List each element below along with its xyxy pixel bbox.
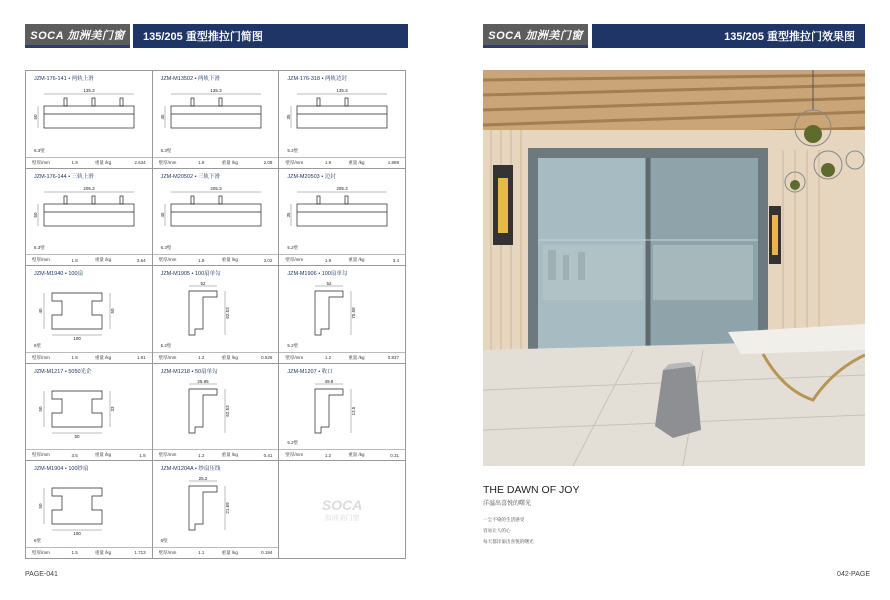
brand-logo-text: SOCA 加洲美门窗 xyxy=(30,29,125,42)
profile-cell xyxy=(153,169,280,267)
dimension-label: 135.3 xyxy=(210,88,222,93)
thickness-label: 壁厚/mm xyxy=(285,159,304,165)
profile-code: JZM-M13502 • 两轨下滑 xyxy=(160,76,221,82)
dimension-label: 62.53 xyxy=(224,405,230,417)
profile-cell xyxy=(153,71,280,169)
profile-wall-note: 6.3壁 xyxy=(34,147,45,153)
profile-section-drawing xyxy=(32,279,142,341)
profile-section-drawing xyxy=(32,84,142,146)
thickness-label: 壁厚/mm xyxy=(32,549,50,555)
dimension-label: 13.5 xyxy=(351,406,357,416)
tagline-list xyxy=(483,514,534,547)
thickness-label: 壁厚/mm xyxy=(285,257,304,263)
weight-value: 3.4 xyxy=(392,257,400,263)
sliding-door-render xyxy=(483,70,865,466)
thickness-label: 壁厚/mm xyxy=(32,159,50,165)
dimension-label: 50 xyxy=(110,308,115,314)
profile-wall-note: 6.3壁 xyxy=(160,147,172,153)
dimension-label: 50 xyxy=(33,114,38,120)
thickness-label: 壁厚/mm xyxy=(158,257,177,263)
weight-label: 重量 /kg xyxy=(94,452,112,458)
thickness-label: 壁厚/mm xyxy=(32,452,50,458)
profile-wall-note: 5.2壁 xyxy=(287,147,299,153)
profile-specs-row xyxy=(279,157,405,168)
profile-section-drawing xyxy=(32,182,142,244)
thickness-value: 1.9 xyxy=(198,160,205,166)
weight-value: 1.8 xyxy=(139,452,146,458)
profile-cell xyxy=(26,169,153,267)
weight-value: 0.41 xyxy=(263,452,273,458)
profile-section-drawing xyxy=(32,377,142,439)
weight-label: 重量 /kg xyxy=(94,354,112,360)
dimension-label: 50 xyxy=(38,406,43,412)
profile-specs-row xyxy=(26,547,152,558)
thickness-value: 1.1 xyxy=(198,550,205,556)
profile-cell xyxy=(153,461,280,559)
profile-code: JZM-M20502 • 三轨下滑 xyxy=(160,173,221,180)
profile-cell xyxy=(26,71,153,169)
profile-section-drawing xyxy=(159,474,269,536)
thickness-value: 1.2 xyxy=(324,452,332,458)
watermark-logo xyxy=(322,497,362,523)
thickness-label: 壁厚/mm xyxy=(158,452,177,458)
weight-value: 0.31 xyxy=(390,452,400,458)
profile-code: JZM-176-318 • 两轨边封 xyxy=(287,76,348,82)
dimension-label: 25.2 xyxy=(198,476,208,482)
profile-code: JZM-M1207 • 收口 xyxy=(287,368,333,375)
profile-specs-row xyxy=(26,157,152,168)
weight-value: 0.194 xyxy=(261,550,273,556)
profile-wall-note: 6壁 xyxy=(160,537,168,543)
thickness-label: 壁厚/mm xyxy=(32,354,50,360)
weight-value: 1.91 xyxy=(136,355,146,361)
weight-label: 重量 /kg xyxy=(94,549,112,555)
dimension-label: 205.3 xyxy=(83,185,95,191)
brand-logo-text: SOCA 加洲美门窗 xyxy=(488,29,583,42)
profile-wall-note: 6壁 xyxy=(34,342,42,348)
profile-section-drawing xyxy=(285,279,395,341)
thickness-value: 1.9 xyxy=(324,160,332,166)
profile-specs-row xyxy=(153,352,279,363)
profile-wall-note: 5.2壁 xyxy=(160,342,172,348)
dimension-label: 100 xyxy=(73,531,81,537)
profile-specs-row xyxy=(153,449,279,460)
thickness-value: 1.2 xyxy=(324,355,332,361)
watermark-cell xyxy=(279,461,406,559)
thickness-label: 壁厚/mm xyxy=(158,354,177,360)
dimension-label: 52 xyxy=(200,281,206,287)
weight-value: 3.64 xyxy=(136,257,146,263)
weight-value: 1.713 xyxy=(134,550,146,556)
tagline: 一尘不染的生活感受 xyxy=(483,517,525,522)
watermark-sub: 加洲美门窗 xyxy=(324,514,360,522)
thickness-label: 壁厚/mm xyxy=(158,549,177,555)
dimension-label: 50 xyxy=(33,212,38,218)
weight-label: 重量 /kg xyxy=(348,452,365,458)
profile-wall-note: 6.3壁 xyxy=(160,245,172,251)
thickness-value: 1.8 xyxy=(71,355,78,361)
dimension-label: 52 xyxy=(326,281,332,287)
profile-specs-row xyxy=(26,352,152,363)
profile-section-drawing xyxy=(32,474,142,536)
profile-specs-row xyxy=(279,254,405,265)
thickness-value: 1.9 xyxy=(71,160,78,166)
dimension-label: 35 xyxy=(286,114,292,120)
weight-label: 重量 /kg xyxy=(221,549,238,555)
dimension-label: 33 xyxy=(110,406,115,412)
profile-code: JZM-M1906 • 100扇单勾 xyxy=(287,271,348,278)
profile-specs-row xyxy=(279,352,405,363)
dimension-label: 25.95 xyxy=(197,378,209,384)
profile-wall-note: 5.2壁 xyxy=(287,440,299,446)
weight-label: 重量 /kg xyxy=(94,159,112,165)
profile-code: JZM-M1905 • 100扇单勾 xyxy=(160,271,221,278)
profile-code: JZM-176-144 • 三轨上滑 xyxy=(34,173,94,180)
profile-code: JZM-M1904 • 100纱扇 xyxy=(34,466,89,473)
profile-code: JZM-176-141 • 两轨上滑 xyxy=(34,76,94,82)
weight-label: 重量 /kg xyxy=(221,354,238,360)
profile-code: JZM-M1217 • 5050光企 xyxy=(34,368,92,375)
profile-cell xyxy=(153,266,280,364)
dimension-label: 49.8 xyxy=(324,378,334,384)
thickness-label: 壁厚/mm xyxy=(285,452,304,458)
page-title: 135/205 重型推拉门简图 xyxy=(133,24,408,48)
profile-section-drawing xyxy=(285,377,395,439)
profile-section-drawing xyxy=(159,182,269,244)
profile-code: JZM-M1940 • 100扇 xyxy=(34,271,83,278)
weight-value: 0.837 xyxy=(387,355,400,361)
dimension-label: 50 xyxy=(38,503,43,509)
profile-wall-note: 6.3壁 xyxy=(34,245,45,251)
dimension-label: 45 xyxy=(159,114,165,120)
profile-cell xyxy=(279,266,406,364)
thickness-label: 壁厚/mm xyxy=(158,159,177,165)
profile-specs-row xyxy=(26,254,152,265)
thickness-label: 壁厚/mm xyxy=(285,354,304,360)
weight-label: 重量 /kg xyxy=(221,257,238,263)
profile-code: JZM-M1204A • 纱扇压线 xyxy=(160,466,221,473)
profile-specs-row xyxy=(279,449,405,460)
weight-label: 重量 /kg xyxy=(348,354,365,360)
dimension-label: 135.3 xyxy=(336,88,348,93)
dimension-label: 205.3 xyxy=(336,185,348,191)
thickness-value: 3.5 xyxy=(71,452,78,458)
weight-label: 重量 /kg xyxy=(94,257,112,263)
profile-cell xyxy=(279,364,406,462)
weight-value: 2.634 xyxy=(134,160,146,166)
tagline: 每天都洋溢出喜悦的曙光 xyxy=(483,539,534,544)
weight-value: 2.08 xyxy=(263,160,273,166)
dimension-label: 205.3 xyxy=(210,185,222,191)
dimension-label: 135.3 xyxy=(83,88,95,93)
thickness-value: 1.8 xyxy=(71,257,78,263)
watermark-brand: SOCA xyxy=(321,496,363,513)
profile-specs-row xyxy=(153,254,279,265)
page-number: PAGE-041 xyxy=(25,571,58,578)
profile-code: JZM-M1218 • 50扇单勾 xyxy=(160,368,218,375)
profile-section-drawing xyxy=(285,84,395,146)
profile-cell xyxy=(279,71,406,169)
weight-label: 重量 /kg xyxy=(348,257,365,263)
page-title: 135/205 重型推拉门效果图 xyxy=(592,24,865,48)
weight-value: 1.889 xyxy=(387,160,400,166)
page-number: 042-PAGE xyxy=(837,571,870,578)
tagline: 容易让人的心 xyxy=(483,528,511,533)
weight-label: 重量 /kg xyxy=(221,159,238,165)
dimension-label: 75.58 xyxy=(351,307,357,319)
thickness-value: 1.9 xyxy=(324,257,332,263)
thickness-value: 1.5 xyxy=(71,550,78,556)
brand-logo xyxy=(483,24,588,48)
profile-grid xyxy=(25,70,406,559)
weight-label: 重量 /kg xyxy=(348,159,365,165)
subheadline: 洋溢出喜悦的曙光 xyxy=(483,501,532,507)
dimension-label: 62.53 xyxy=(224,307,230,319)
profile-section-drawing xyxy=(159,279,269,341)
profile-specs-row xyxy=(26,449,152,460)
brand-logo xyxy=(25,24,130,48)
profile-cell xyxy=(26,364,153,462)
dimension-label: 21.69 xyxy=(224,502,230,515)
profile-code: JZM-M20503 • 边封 xyxy=(287,173,336,180)
dimension-label: 40 xyxy=(38,308,43,314)
thickness-value: 1.2 xyxy=(198,355,205,361)
dimension-label: 35 xyxy=(286,212,292,218)
profile-section-drawing xyxy=(159,377,269,439)
thickness-value: 1.8 xyxy=(198,257,205,263)
profile-cell xyxy=(26,266,153,364)
weight-value: 3.02 xyxy=(263,257,273,263)
weight-value: 0.526 xyxy=(261,355,273,361)
dimension-label: 100 xyxy=(73,336,81,342)
profile-section-drawing xyxy=(285,182,395,244)
dimension-label: 45 xyxy=(159,212,165,218)
weight-label: 重量 /kg xyxy=(221,452,238,458)
thickness-value: 1.2 xyxy=(198,452,205,458)
profile-wall-note: 5.2壁 xyxy=(287,342,299,348)
right-page xyxy=(445,0,890,600)
interior-scene-image xyxy=(483,70,865,466)
profile-wall-note: 6壁 xyxy=(34,537,42,543)
dimension-label: 50 xyxy=(74,433,80,439)
profile-specs-row xyxy=(153,157,279,168)
profile-section-drawing xyxy=(159,84,269,146)
profile-cell xyxy=(26,461,153,559)
thickness-label: 壁厚/mm xyxy=(32,257,50,263)
profile-cell xyxy=(153,364,280,462)
profile-specs-row xyxy=(153,547,279,558)
profile-wall-note: 5.2壁 xyxy=(287,245,299,251)
headline: THE DAWN OF JOY xyxy=(483,484,580,496)
profile-cell xyxy=(279,169,406,267)
